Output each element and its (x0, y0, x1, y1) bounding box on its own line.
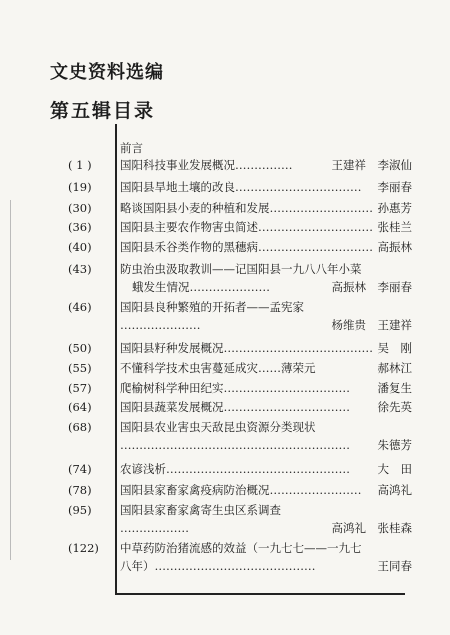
toc-entry-author: 吴 刚 (377, 341, 412, 355)
series-title: 文史资料选编 (50, 62, 164, 83)
toc-entry-title: 国阳县旱地土壤的改良…………………………… (120, 180, 362, 194)
toc-page-number: (46) (68, 300, 92, 314)
toc-entry-title: 中草药防治猪流感的效益（一九七七——一九七 (120, 541, 362, 555)
toc-entry-title-continued: 蛾发生情况………………… (132, 280, 270, 294)
toc-entry-title-continued: …………………………………………………… (120, 438, 350, 452)
toc-entry-author: 杨维贵 王建祥 (331, 318, 412, 332)
toc-entry-author: 大 田 (377, 462, 412, 476)
toc-page-number: (36) (68, 220, 92, 234)
toc-entry-title-continued: ………………… (120, 318, 201, 332)
toc-page-number: ( 1 ) (68, 158, 92, 172)
toc-entry-title: 国阳县农业害虫天敌昆虫资源分类现状 (120, 420, 316, 434)
binding-edge-mark (10, 200, 11, 560)
toc-entry-author: 高鸿礼 张桂森 (331, 521, 412, 535)
toc-entry-title: 国阳县蔬菜发展概况…………………………… (120, 400, 350, 414)
toc-entry-author: 郝林江 (377, 361, 412, 375)
toc-page-number: (78) (68, 483, 92, 497)
toc-page-number: (122) (68, 541, 99, 555)
toc-entry-title-continued: ……………… (120, 521, 189, 535)
toc-page-number: (43) (68, 262, 92, 276)
toc-entry-title: 略谈国阳县小麦的种植和发展……………………… (120, 201, 373, 215)
toc-title: 第五辑目录 (50, 100, 156, 122)
toc-page-number: (57) (68, 381, 92, 395)
toc-bottom-rule (115, 593, 405, 595)
toc-entry-author: 高鸿礼 (377, 483, 412, 497)
toc-page-number: (19) (68, 180, 92, 194)
toc-page-number: (64) (68, 400, 92, 414)
toc-entry-title: 国阳县家畜家禽疫病防治概况…………………… (120, 483, 362, 497)
toc-entry-title: 国阳县家畜家禽寄生虫区系调查 (120, 503, 281, 517)
toc-entry-title: 防虫治虫汲取教训——记国阳县一九八八年小菜 (120, 262, 362, 276)
toc-entry-author: 潘复生 (377, 381, 412, 395)
toc-entry-author: 王同春 (377, 559, 412, 573)
toc-entry-title-continued: 八年）…………………………………… (120, 559, 316, 573)
toc-entry-title: 国阳县禾谷类作物的黑穗病………………………… (120, 240, 373, 254)
toc-entry-author: 朱德芳 (377, 438, 412, 452)
toc-entry-author: 高振林 李丽春 (331, 280, 412, 294)
toc-entry-title: 国阳县籽种发展概况………………………………… (120, 341, 373, 355)
toc-page-number: (95) (68, 503, 92, 517)
toc-entry-title: 国阳县良种繁殖的开拓者——孟宪家 (120, 300, 304, 314)
toc-page-number: (55) (68, 361, 92, 375)
toc-page-number: (74) (68, 462, 92, 476)
toc-entry-author: 徐先英 (377, 400, 412, 414)
toc-entry-title: 不懂科学技术虫害蔓延成灾……薄荣元 (120, 361, 316, 375)
toc-page-number: (68) (68, 420, 92, 434)
toc-entry-author: 高振林 (377, 240, 412, 254)
toc-page-number: (50) (68, 341, 92, 355)
toc-entry-title: 爬榆树科学种田纪实…………………………… (120, 381, 350, 395)
toc-page-number: (30) (68, 201, 92, 215)
toc-entry-title: 农谚浅析………………………………………… (120, 462, 350, 476)
toc-entry-author: 孙惠芳 (377, 201, 412, 215)
preface-heading: 前言 (120, 141, 143, 155)
toc-entry-title: 国阳科技事业发展概况…………… (120, 158, 293, 172)
toc-entry-author: 张桂兰 (377, 220, 412, 234)
toc-entry-title: 国阳县主要农作物害虫简述………………………… (120, 220, 373, 234)
toc-entry-author: 李丽春 (377, 180, 412, 194)
toc-entry-author: 王建祥 李淑仙 (331, 158, 412, 172)
toc-vertical-rule (115, 124, 117, 594)
toc-page-number: (40) (68, 240, 92, 254)
